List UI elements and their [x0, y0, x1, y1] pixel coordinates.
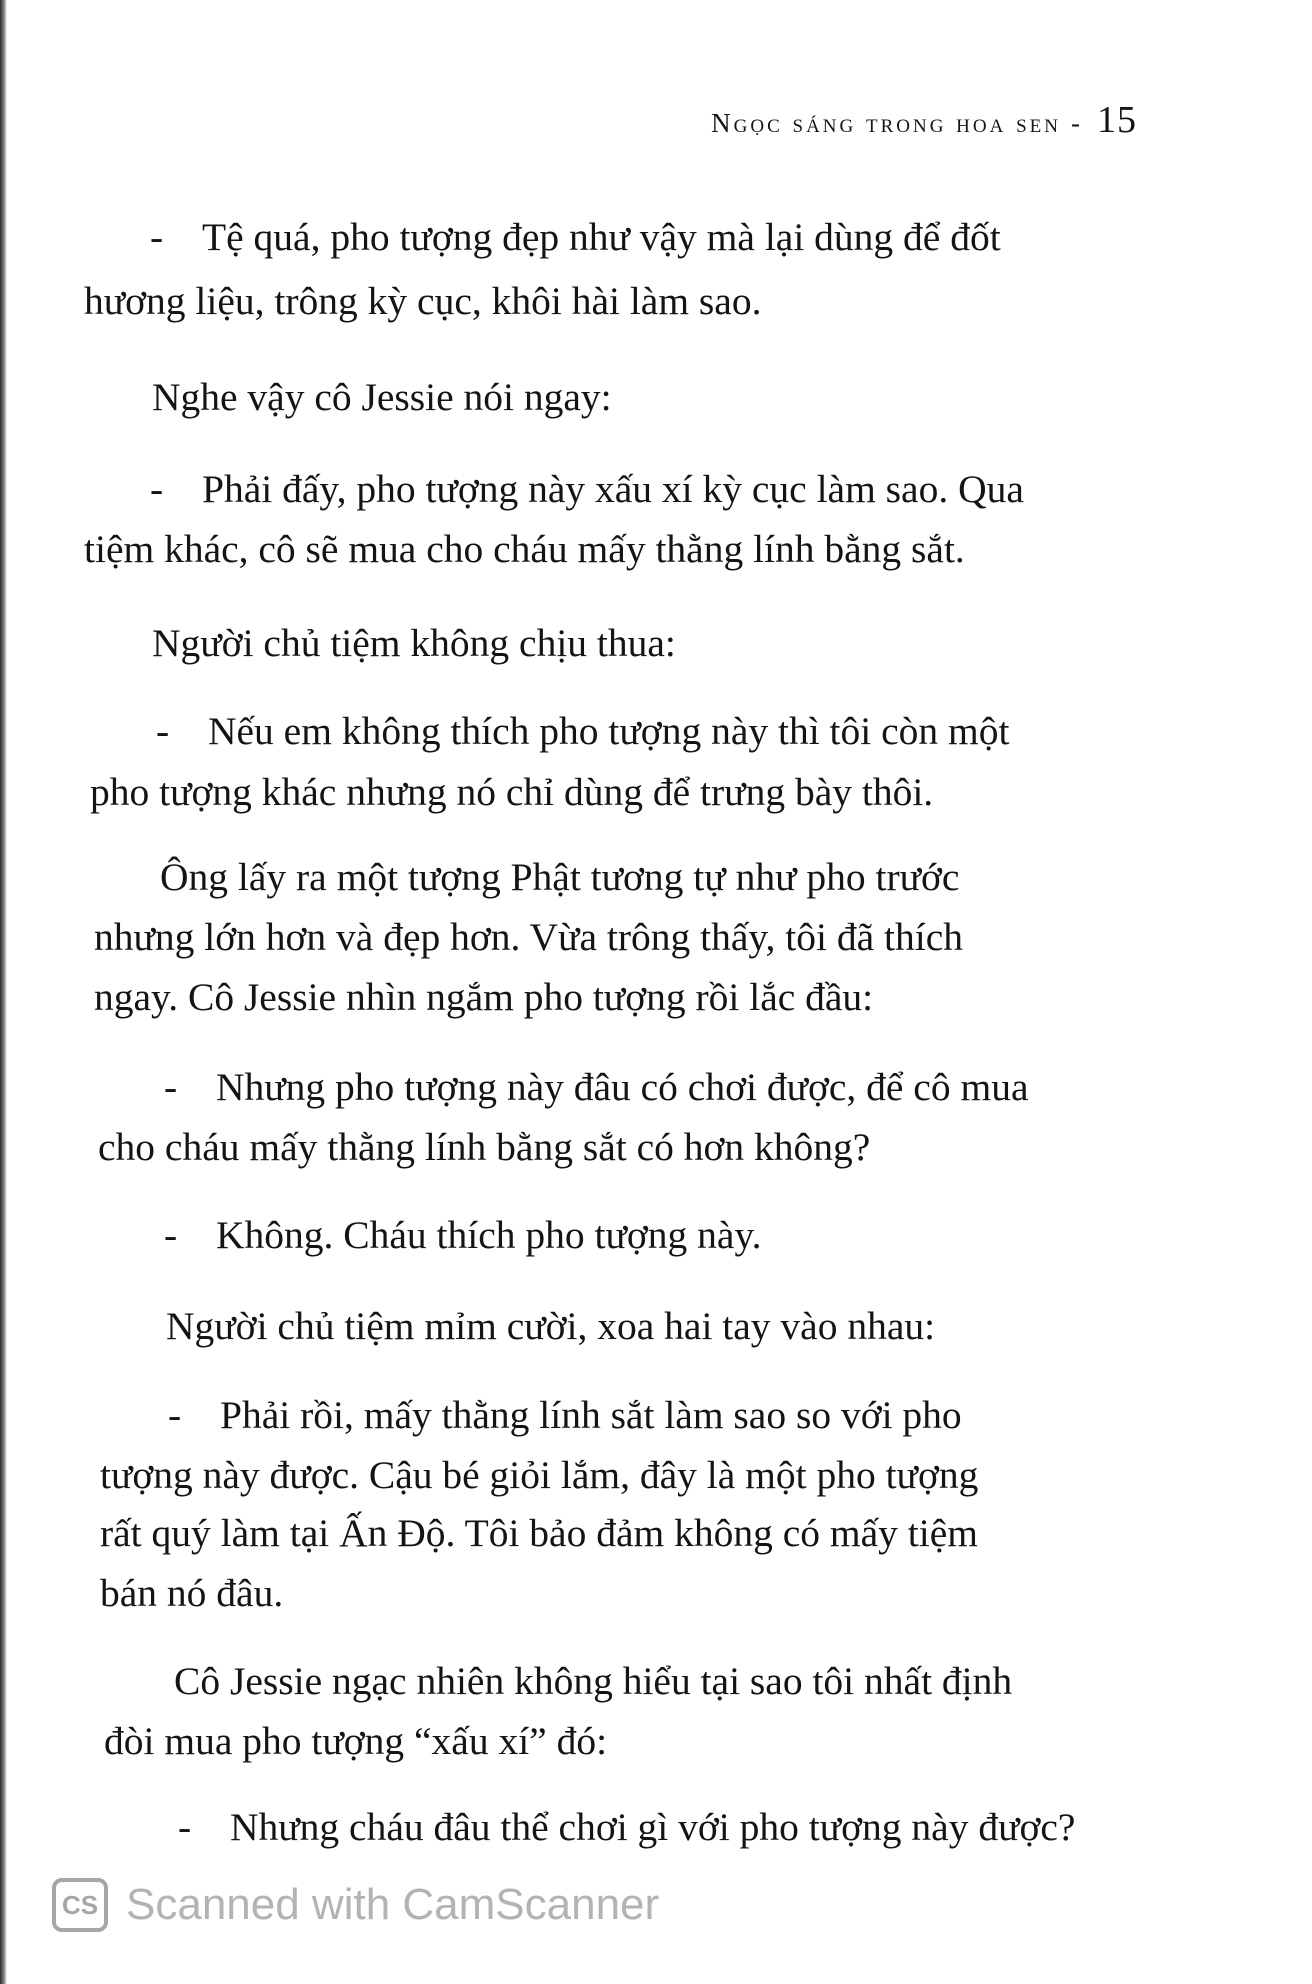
page-number: 15	[1097, 99, 1137, 141]
text-line: đòi mua pho tượng “xấu xí” đó:	[104, 1719, 608, 1763]
dialogue-line-1: - Tệ quá, pho tượng đẹp như vậy mà lại dùng để đốt	[150, 215, 1001, 259]
paragraph-line: Ông lấy ra một tượng Phật tương tự như pho trước	[160, 855, 960, 899]
camscanner-watermark	[52, 1878, 659, 1932]
dialogue-line-6: - Phải rồi, mấy thằng lính sắt làm sao so với pho	[168, 1393, 962, 1437]
paragraph-line: Người chủ tiệm mỉm cười, xoa hai tay vào nhau:	[166, 1304, 936, 1348]
text-line: rất quý làm tại Ấn Độ. Tôi bảo đảm không có mấy tiệm	[100, 1511, 978, 1555]
dialogue-line-2: - Phải đấy, pho tượng này xấu xí kỳ cục làm sao. Qua	[150, 467, 1024, 511]
text-line: tiệm khác, cô sẽ mua cho cháu mấy thằng lính bằng sắt.	[84, 527, 965, 571]
text-line: ngay. Cô Jessie nhìn ngắm pho tượng rồi lắc đầu:	[94, 975, 874, 1019]
text-line: tượng này được. Cậu bé giỏi lắm, đây là một pho tượng	[100, 1453, 979, 1497]
text-line: pho tượng khác nhưng nó chỉ dùng để trưng bày thôi.	[90, 770, 934, 814]
dialogue-line-4: - Nhưng pho tượng này đâu có chơi được, để cô mua	[164, 1065, 1029, 1109]
header-separator: -	[1071, 108, 1083, 138]
dialogue-line-3: - Nếu em không thích pho tượng này thì tôi còn một	[156, 709, 1010, 753]
page-edge	[0, 0, 7, 1984]
text-line: nhưng lớn hơn và đẹp hơn. Vừa trông thấy, tôi đã thích	[94, 915, 964, 959]
text-line: bán nó đâu.	[100, 1571, 284, 1615]
dialogue-line-7: - Nhưng cháu đâu thể chơi gì với pho tượng này được?	[178, 1805, 1076, 1849]
dialogue-line-5: - Không. Cháu thích pho tượng này.	[164, 1213, 762, 1257]
paragraph-line: Cô Jessie ngạc nhiên không hiểu tại sao tôi nhất định	[174, 1659, 1013, 1703]
text-line: hương liệu, trông kỳ cục, khôi hài làm sao.	[84, 279, 762, 323]
running-header	[711, 98, 1137, 142]
text-line: cho cháu mấy thằng lính bằng sắt có hơn không?	[98, 1125, 871, 1169]
watermark-text: Scanned with CamScanner	[126, 1880, 660, 1929]
paragraph-line: Nghe vậy cô Jessie nói ngay:	[152, 375, 612, 419]
camscanner-logo-icon: CS	[52, 1878, 108, 1932]
paragraph-line: Người chủ tiệm không chịu thua:	[152, 621, 676, 665]
book-title: Ngọc sáng trong hoa sen	[711, 108, 1061, 138]
